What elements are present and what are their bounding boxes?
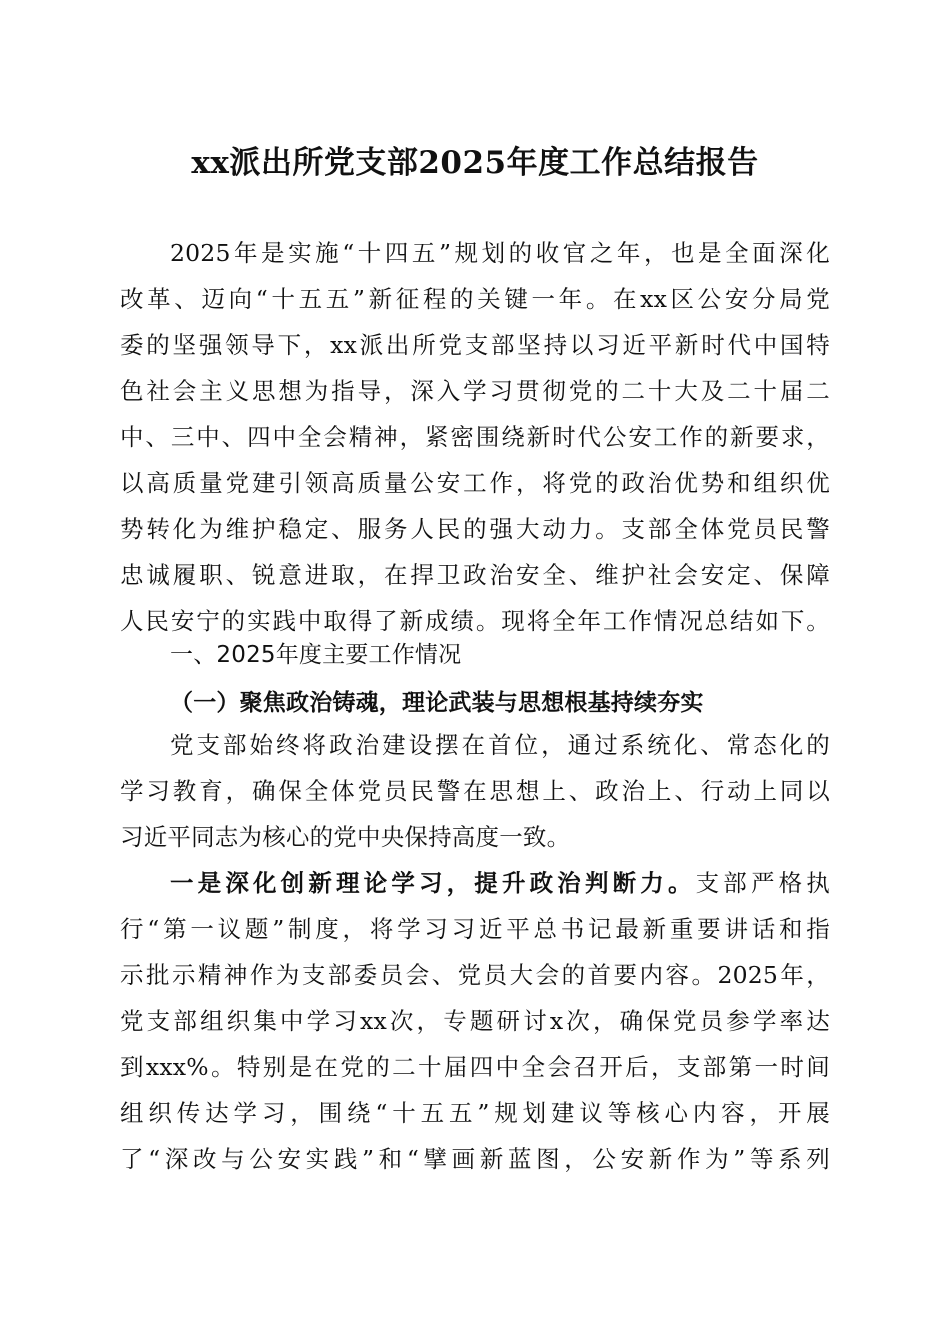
paragraph-line: 改革、迈向“十五五”新征程的关键一年。在xx区公安分局党 [120, 285, 830, 313]
paragraph-line: 2025年是实施“十四五”规划的收官之年，也是全面深化 [170, 239, 830, 267]
paragraph-line: 学习教育，确保全体党员民警在思想上、政治上、行动上同以 [120, 777, 830, 805]
paragraph-line: 委的坚强领导下，xx派出所党支部坚持以习近平新时代中国特 [120, 331, 830, 359]
point-lead: 一是深化创新理论学习，提升政治判断力。 [170, 869, 696, 897]
paragraph-line: 色社会主义思想为指导，深入学习贯彻党的二十大及二十届二 [120, 377, 830, 405]
paragraph-line: 组织传达学习，围绕“十五五”规划建议等核心内容，开展 [120, 1099, 830, 1127]
paragraph-line: 到xxx%。特别是在党的二十届四中全会召开后，支部第一时间 [120, 1053, 830, 1081]
point-text: 支部严格执 [695, 869, 830, 897]
paragraph-line: 习近平同志为核心的党中央保持高度一致。 [120, 823, 571, 851]
paragraph-line: 行“第一议题”制度，将学习习近平总书记最新重要讲话和指 [120, 915, 830, 943]
paragraph-line: 党支部始终将政治建设摆在首位，通过系统化、常态化的 [170, 731, 830, 759]
paragraph-line: 示批示精神作为支部委员会、党员大会的首要内容。2025年， [120, 961, 830, 989]
document-title: xx派出所党支部2025年度工作总结报告 [191, 145, 759, 181]
paragraph-line: 势转化为维护稳定、服务人民的强大动力。支部全体党员民警 [120, 515, 830, 543]
paragraph-line: 了“深改与公安实践”和“擘画新蓝图，公安新作为”等系列 [120, 1145, 830, 1173]
paragraph-line: 以高质量党建引领高质量公安工作，将党的政治优势和组织优 [120, 469, 830, 497]
paragraph-line: 忠诚履职、锐意进取，在捍卫政治安全、维护社会安定、保障 [120, 561, 830, 589]
subsection-heading: （一）聚焦政治铸魂，理论武装与思想根基持续夯实 [170, 689, 704, 716]
paragraph-line: 党支部组织集中学习xx次，专题研讨x次，确保党员参学率达 [120, 1007, 830, 1035]
paragraph-line: 中、三中、四中全会精神，紧密围绕新时代公安工作的新要求， [120, 423, 830, 451]
paragraph-line-mixed [170, 860, 830, 906]
section-heading: 一、2025年度主要工作情况 [170, 642, 462, 668]
paragraph-line: 人民安宁的实践中取得了新成绩。现将全年工作情况总结如下。 [120, 607, 830, 635]
